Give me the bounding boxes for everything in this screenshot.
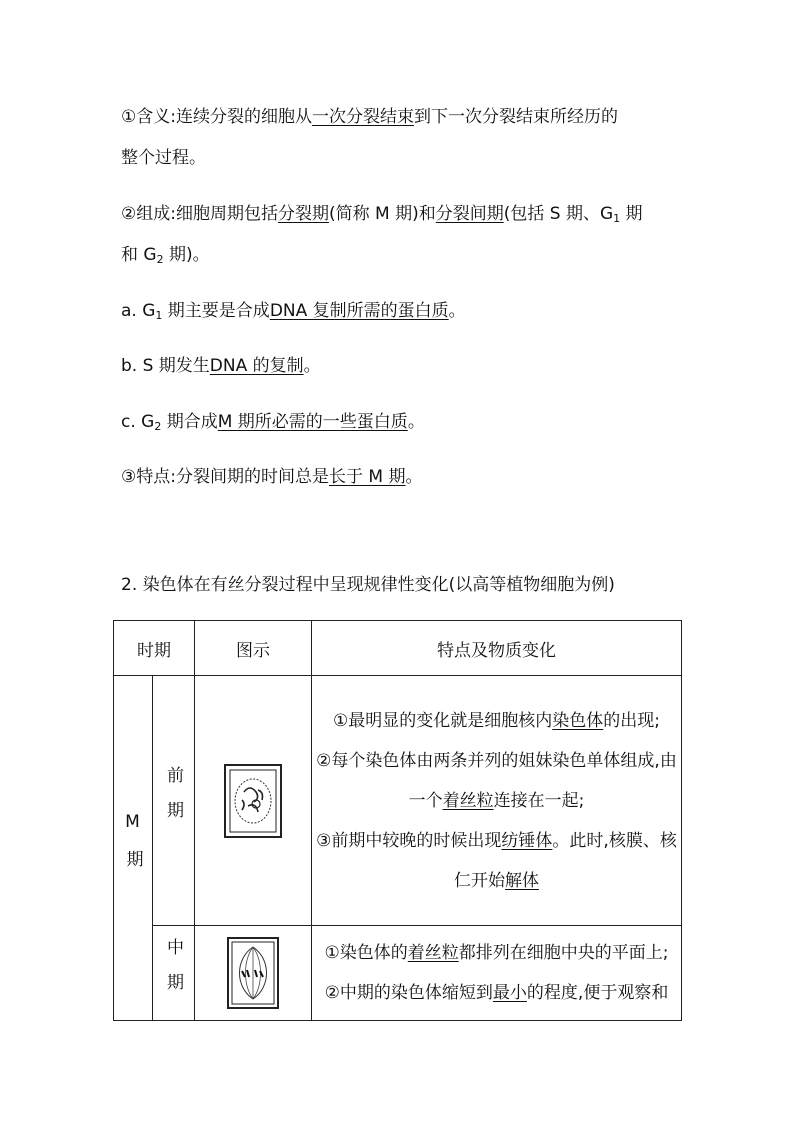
header-period: 时期	[114, 621, 195, 676]
text: 到下一次分裂结束所经历的	[413, 107, 618, 127]
answer-underline: DNA 的复制	[209, 356, 304, 376]
text: ①最明显的变化就是细胞核内	[333, 710, 553, 731]
answer-underline: 解体	[505, 870, 539, 891]
text: ②组成:细胞周期包括	[121, 204, 278, 224]
m-phase-cell	[114, 676, 153, 1021]
text: b. S 期发生	[121, 356, 210, 376]
header-illustration: 图示	[195, 621, 312, 676]
text: 都排列在细胞中央的平面上;	[458, 943, 669, 963]
subscript: 1	[613, 212, 621, 225]
answer-underline: DNA 复制所需的蛋白质	[269, 301, 449, 321]
answer-underline: 一次分裂结束	[311, 107, 414, 127]
item-b	[121, 355, 321, 377]
prophase-name-cell	[153, 676, 195, 926]
item-c	[121, 411, 425, 433]
text: 。	[407, 412, 425, 432]
prophase-line-2: ②每个染色体由两条并列的姐妹染色单体组成,由	[316, 750, 677, 771]
prophase-line-3	[312, 781, 681, 821]
text: (简称 M 期)和	[328, 204, 436, 224]
metaphase-name-cell	[153, 926, 195, 1021]
text: ③前期中较晚的时候出现	[316, 830, 502, 851]
prophase-label: 前期	[163, 765, 183, 836]
prophase-line-5	[312, 861, 681, 901]
subscript: 2	[154, 420, 162, 433]
metaphase-line-1	[312, 933, 681, 973]
answer-underline: 染色体	[552, 710, 604, 731]
prophase-line-1	[312, 701, 681, 741]
answer-underline: 着丝粒	[407, 943, 459, 963]
text: 。	[448, 301, 466, 321]
answer-underline: 最小	[492, 983, 527, 1003]
metaphase-features	[312, 926, 682, 1021]
text: 连接在一起;	[493, 790, 585, 811]
feature-line	[121, 466, 422, 488]
text: ②中期的染色体缩短到	[324, 983, 493, 1003]
answer-underline: 分裂间期	[435, 204, 504, 224]
item-a	[121, 300, 466, 322]
subscript: 1	[155, 309, 163, 322]
text: 和 G	[121, 245, 157, 265]
text: 。	[303, 356, 321, 376]
m-phase-label: M期	[122, 811, 143, 885]
text: a. G	[121, 301, 156, 321]
answer-underline: 分裂期	[277, 204, 329, 224]
mitosis-table	[113, 620, 682, 1021]
text: (包括 S 期、G	[503, 204, 614, 224]
metaphase-image-cell	[195, 926, 312, 1021]
answer-underline: 长于 M 期	[328, 467, 406, 487]
prophase-image-cell	[195, 676, 312, 926]
definition-line-1	[121, 106, 618, 128]
text: 期)。	[163, 245, 210, 265]
section-2-heading: 2. 染色体在有丝分裂过程中呈现规律性变化(以高等植物细胞为例)	[121, 575, 615, 595]
text: 期	[620, 204, 643, 224]
text: 。	[405, 467, 423, 487]
text: 的出现;	[603, 710, 660, 731]
text: ③特点:分裂间期的时间总是	[121, 467, 329, 487]
text: 的程度,便于观察和	[526, 983, 669, 1003]
text: 仁开始	[454, 870, 505, 891]
definition-line-2: 整个过程。	[121, 148, 206, 168]
subscript: 2	[156, 253, 164, 266]
text: 期合成	[161, 412, 218, 432]
text: 。此时,核膜、核	[552, 830, 677, 851]
answer-underline: 纺锤体	[501, 830, 553, 851]
prophase-line-4	[312, 821, 681, 861]
header-features: 特点及物质变化	[312, 621, 682, 676]
composition-line-2	[121, 244, 210, 266]
text: ①含义:连续分裂的细胞从	[121, 107, 312, 127]
text: ①染色体的	[324, 943, 408, 963]
metaphase-line-2	[312, 973, 681, 1013]
metaphase-label: 中期	[163, 938, 183, 1008]
prophase-features	[312, 676, 682, 926]
answer-underline: 着丝粒	[442, 790, 494, 811]
metaphase-cell-illustration	[225, 935, 281, 1011]
text: 期主要是合成	[162, 301, 270, 321]
prophase-cell-illustration	[222, 762, 284, 840]
text: c. G	[121, 412, 155, 432]
text: 一个	[408, 790, 443, 811]
answer-underline: M 期所必需的一些蛋白质	[217, 412, 408, 432]
composition-line-1	[121, 203, 643, 225]
